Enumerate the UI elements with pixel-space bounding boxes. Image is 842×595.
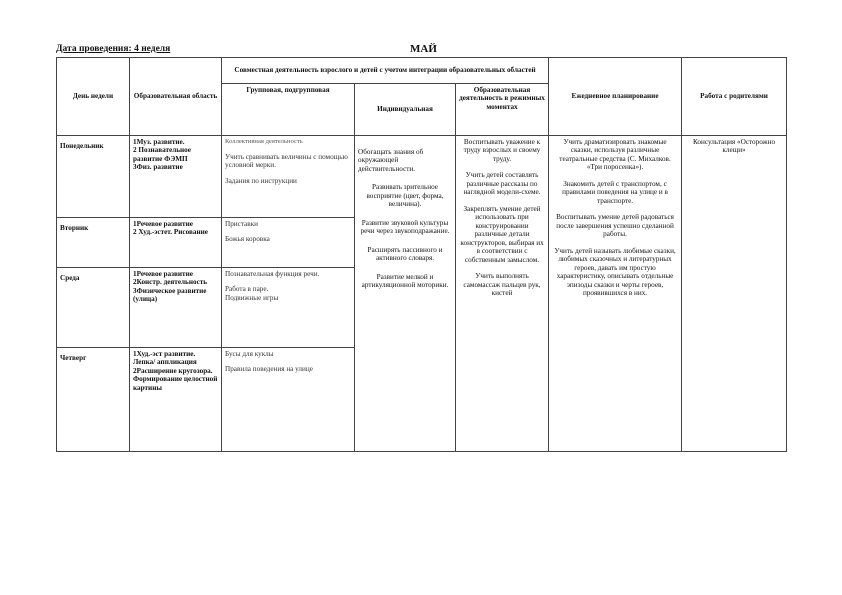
daily-cell: Учить драматизировать знакомые сказки, используя различные театральные средства (С. Михалков. «Три поросенка»). Знакомить детей с транспортом, с правилами поведения на улице и в транспорте. Воспитывать умение детей радоваться после завершения успешно сделанной работы. Учить детей называть любимые сказки, любимых сказочных и литературных героев, давать им простую характеристику, описывать отдельные эпизоды сказки и черты героев, проявившихся в них.	[549, 136, 682, 452]
date-label: Дата проведения: 4 неделя	[56, 44, 171, 54]
parents-cell: Консультация «Осторожно клещи»	[682, 136, 787, 452]
area-thursday: 1Худ.-эст развитие. Лепка/ аппликация 2Расширение кругозора. Формирование целостной картины	[130, 348, 222, 452]
routine-cell: Воспитывать уважение к труду взрослых и своему труду. Учить детей составлять различные рассказы по наглядной модели-схеме. Закреплять умение детей использовать при конструировании различные детали конструкторов, выбирая их в соответствии с собственным замыслом. Учить выполнять самомассаж пальцев рук, кистей	[456, 136, 549, 452]
individual-cell: Обогащать знания об окружающей действительности. Развивать зрительное восприятие (цвет, форма, величина). Развитие звуковой культуры речи через звукоподражание. Расширять пассивного и активного словаря. Развитие мелкой и артикуляционной моторики.	[355, 136, 456, 452]
group-tuesday: Приставки Божья коровка	[222, 218, 355, 268]
col-individual: Индивидуальная	[355, 84, 456, 136]
group-wednesday: Познавательная функция речи. Работа в паре. Подвижные игры	[222, 268, 355, 348]
day-thursday: Четверг	[57, 348, 130, 452]
col-daily: Ежедневное планирование	[549, 58, 682, 136]
day-wednesday: Среда	[57, 268, 130, 348]
area-monday: 1Муз. развитие. 2 Познавательное развитие ФЭМП 3Физ. развитие	[130, 136, 222, 218]
col-joint: Совместная деятельность взрослого и детей с учетом интеграции образовательных областей	[222, 58, 549, 84]
group-thursday: Бусы для куклы Правила поведения на улице	[222, 348, 355, 452]
day-monday: Понедельник	[57, 136, 130, 218]
month-title: МАЙ	[410, 43, 437, 55]
col-parents: Работа с родителями	[682, 58, 787, 136]
plan-table	[56, 57, 787, 452]
col-routine: Образовательная деятельность в режимных моментах	[456, 84, 549, 136]
day-tuesday: Вторник	[57, 218, 130, 268]
col-day: День недели	[57, 58, 130, 136]
area-wednesday: 1Речевое развитие 2Констр. деятельность 3Физическое развитие (улица)	[130, 268, 222, 348]
col-area: Образовательная область	[130, 58, 222, 136]
group-monday: Коллективная деятельность Учить сравнивать величины с помощью условной мерки. Задания по инструкции	[222, 136, 355, 218]
col-group: Групповая, подгрупповая	[222, 84, 355, 136]
area-tuesday: 1Речевое развитие 2 Худ.-эстет. Рисование	[130, 218, 222, 268]
